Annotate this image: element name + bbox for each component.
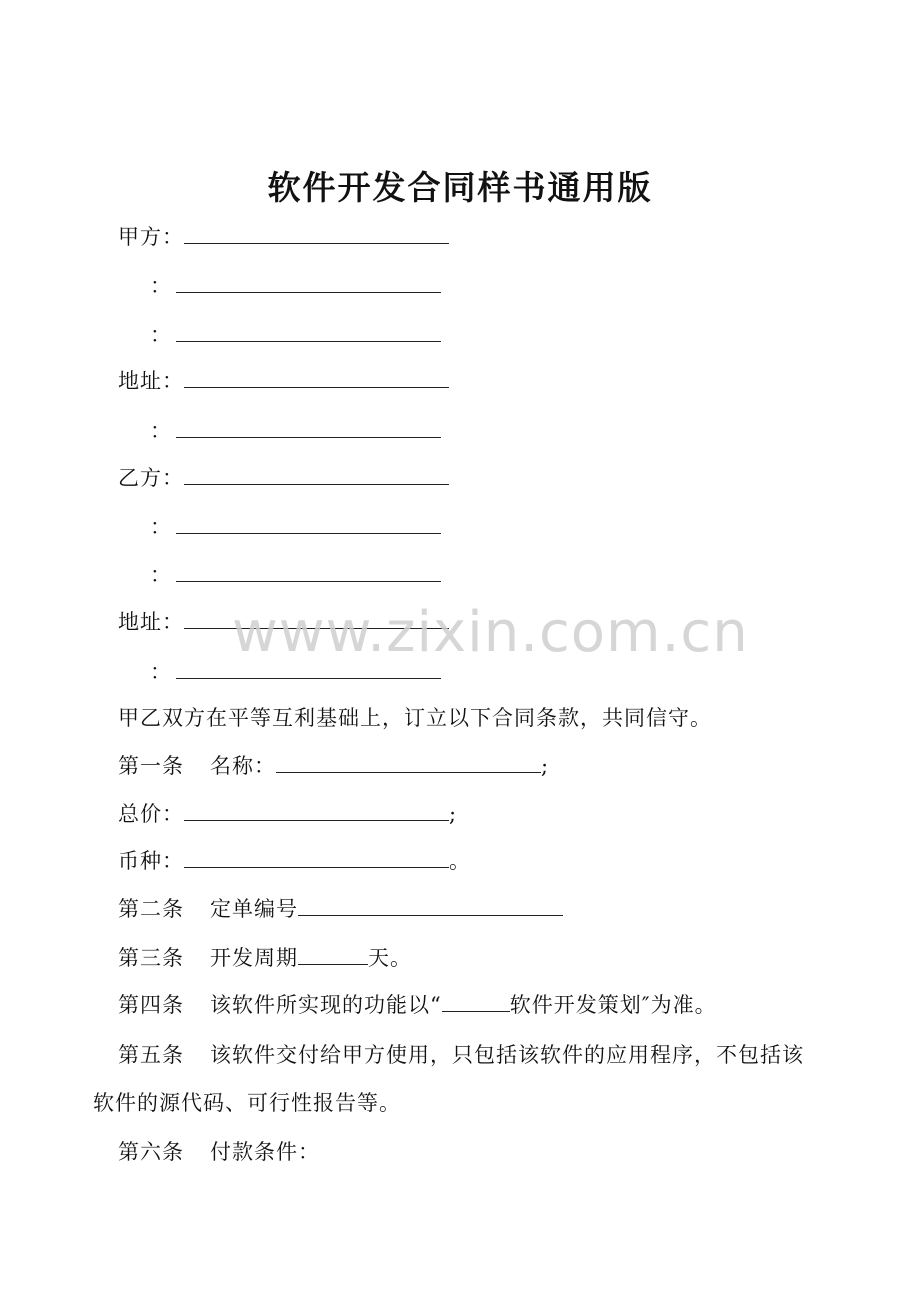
party-b-blank[interactable] xyxy=(184,464,449,485)
party-a-field-1 xyxy=(150,271,441,301)
address-label: 地址： xyxy=(118,369,184,393)
article-5-text-1: 该软件交付给甲方使用，只包括该软件的应用程序，不包括该 xyxy=(210,1043,804,1067)
order-number-blank[interactable] xyxy=(298,895,563,916)
article-3-label: 第三条 xyxy=(118,946,184,970)
party-a-address-blank[interactable] xyxy=(184,367,449,388)
total-price-line xyxy=(118,799,457,829)
period: 。 xyxy=(449,849,471,873)
semicolon: ; xyxy=(541,754,550,778)
field-colon: ： xyxy=(150,274,172,298)
article-1-label: 第一条 xyxy=(118,754,184,778)
party-b-line xyxy=(118,463,449,493)
article-5 xyxy=(118,1040,804,1070)
plan-name-blank[interactable] xyxy=(442,991,510,1012)
article-5-continued: 软件的源代码、可行性报告等。 xyxy=(93,1091,401,1115)
currency-line xyxy=(118,846,471,876)
currency-blank[interactable] xyxy=(184,847,449,868)
field-colon: ： xyxy=(150,563,172,587)
article-5-label: 第五条 xyxy=(118,1043,184,1067)
party-a-label: 甲方： xyxy=(118,225,184,249)
document-title: 软件开发合同样书通用版 xyxy=(267,168,653,207)
semicolon: ; xyxy=(449,802,458,826)
field-colon: ： xyxy=(150,515,172,539)
party-b-field-2 xyxy=(150,560,441,590)
article-4-label: 第四条 xyxy=(118,993,184,1017)
party-b-field-2-blank[interactable] xyxy=(176,561,441,582)
total-price-blank[interactable] xyxy=(184,800,449,821)
currency-label: 币种： xyxy=(118,849,184,873)
product-name-blank[interactable] xyxy=(276,752,541,773)
article-1 xyxy=(118,751,549,781)
party-a-field-2 xyxy=(150,320,441,350)
total-price-label: 总价： xyxy=(118,802,184,826)
article-6-label: 第六条 xyxy=(118,1140,184,1164)
party-a-field-3-blank[interactable] xyxy=(176,417,441,438)
article-6 xyxy=(118,1137,320,1167)
party-a-line xyxy=(118,222,449,252)
intro-paragraph: 甲乙双方在平等互利基础上，订立以下合同条款，共同信守。 xyxy=(118,706,712,730)
field-colon: ： xyxy=(150,419,172,443)
article-3 xyxy=(118,943,412,973)
party-a-field-3 xyxy=(150,416,441,446)
party-a-blank[interactable] xyxy=(184,223,449,244)
period-days-blank[interactable] xyxy=(298,944,368,965)
field-colon: ： xyxy=(150,323,172,347)
article-3-text: 开发周期 xyxy=(210,946,298,970)
address-label: 地址： xyxy=(118,610,184,634)
article-4-text-b: 软件开发策划″为准。 xyxy=(509,993,717,1017)
party-a-address-line xyxy=(118,366,449,396)
article-6-text: 付款条件： xyxy=(210,1140,320,1164)
article-4 xyxy=(118,990,717,1020)
party-b-field-1 xyxy=(150,512,441,542)
article-4-text-a: 该软件所实现的功能以“ xyxy=(210,993,442,1017)
article-2-label: 第二条 xyxy=(118,897,184,921)
party-b-field-1-blank[interactable] xyxy=(176,513,441,534)
article-1-field: 名称： xyxy=(210,754,276,778)
article-3-suffix: 天。 xyxy=(368,946,412,970)
party-a-field-2-blank[interactable] xyxy=(176,321,441,342)
party-a-field-1-blank[interactable] xyxy=(176,272,441,293)
article-2-text: 定单编号 xyxy=(210,897,298,921)
party-b-label: 乙方： xyxy=(118,466,184,490)
field-colon: ： xyxy=(150,660,172,684)
article-2 xyxy=(118,894,563,924)
watermark: www.zixin.com.cn xyxy=(232,600,749,665)
